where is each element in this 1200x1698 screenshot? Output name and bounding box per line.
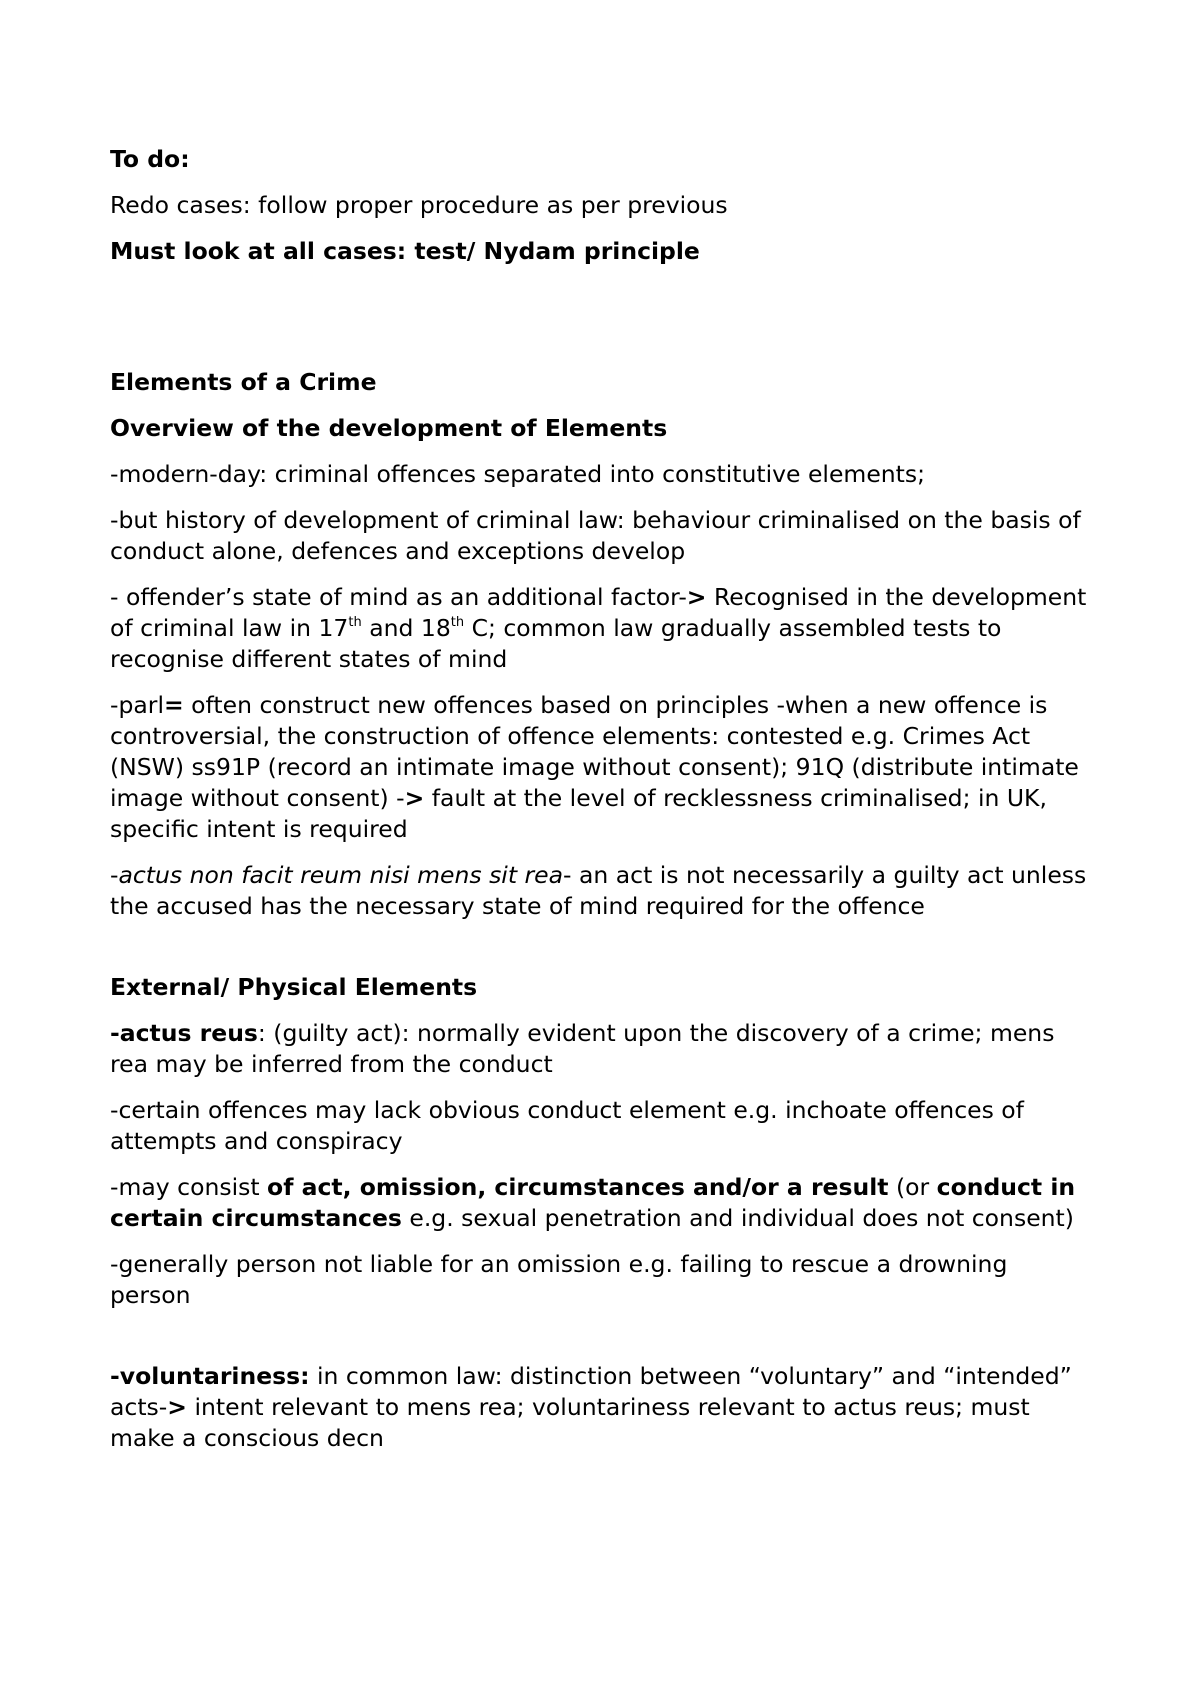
voluntariness-paragraph: -voluntariness: in common law: distinction between “voluntary” and “intended” acts-> intent relevant to mens rea; voluntariness relevant to actus reus; must make a conscious decn	[110, 1362, 1072, 1452]
elements-paragraph-history: -but history of development of criminal law: behaviour criminalised on the basis of conduct alone, defences and exceptions develop	[110, 506, 1081, 565]
elements-paragraph-maxim: -actus non facit reum nisi mens sit rea- an act is not necessarily a guilty act unless the accused has the necessary state of mind required for the offence	[110, 861, 1087, 920]
elements-paragraph-parliament: -parl= often construct new offences based on principles -when a new offence is controversial, the construction of offence elements: contested e.g. Crimes Act (NSW) ss91P (record an intimate image without consent); 91Q (distribute intimate image without consent) -> fault at the level of recklessness criminalised; in UK, specific intent is required	[110, 691, 1079, 843]
todo-item-look-at-cases: Must look at all cases: test/ Nydam principle	[110, 237, 700, 265]
elements-subheading: Overview of the development of Elements	[110, 414, 668, 442]
elements-paragraph-state-of-mind: - offender’s state of mind as an additional factor-> Recognised in the development of criminal law in 17th and 18th C; common law gradually assembled tests to recognise different states of mind	[110, 583, 1087, 673]
external-paragraph-omission: -generally person not liable for an omission e.g. failing to rescue a drowning person	[110, 1250, 1008, 1309]
external-paragraph-inchoate: -certain offences may lack obvious conduct element e.g. inchoate offences of attempts and conspiracy	[110, 1096, 1024, 1155]
external-paragraph-actus-reus: -actus reus: (guilty act): normally evident upon the discovery of a crime; mens rea may be inferred from the conduct	[110, 1019, 1055, 1078]
elements-paragraph-modern-day: -modern-day: criminal offences separated into constitutive elements;	[110, 460, 926, 488]
todo-item-redo-cases: Redo cases: follow proper procedure as per previous	[110, 191, 728, 219]
elements-heading: Elements of a Crime	[110, 368, 377, 396]
external-paragraph-consist: -may consist of act, omission, circumstances and/or a result (or conduct in certain circumstances e.g. sexual penetration and individual does not consent)	[110, 1173, 1076, 1232]
external-heading: External/ Physical Elements	[110, 973, 478, 1001]
todo-heading: To do:	[110, 145, 190, 173]
